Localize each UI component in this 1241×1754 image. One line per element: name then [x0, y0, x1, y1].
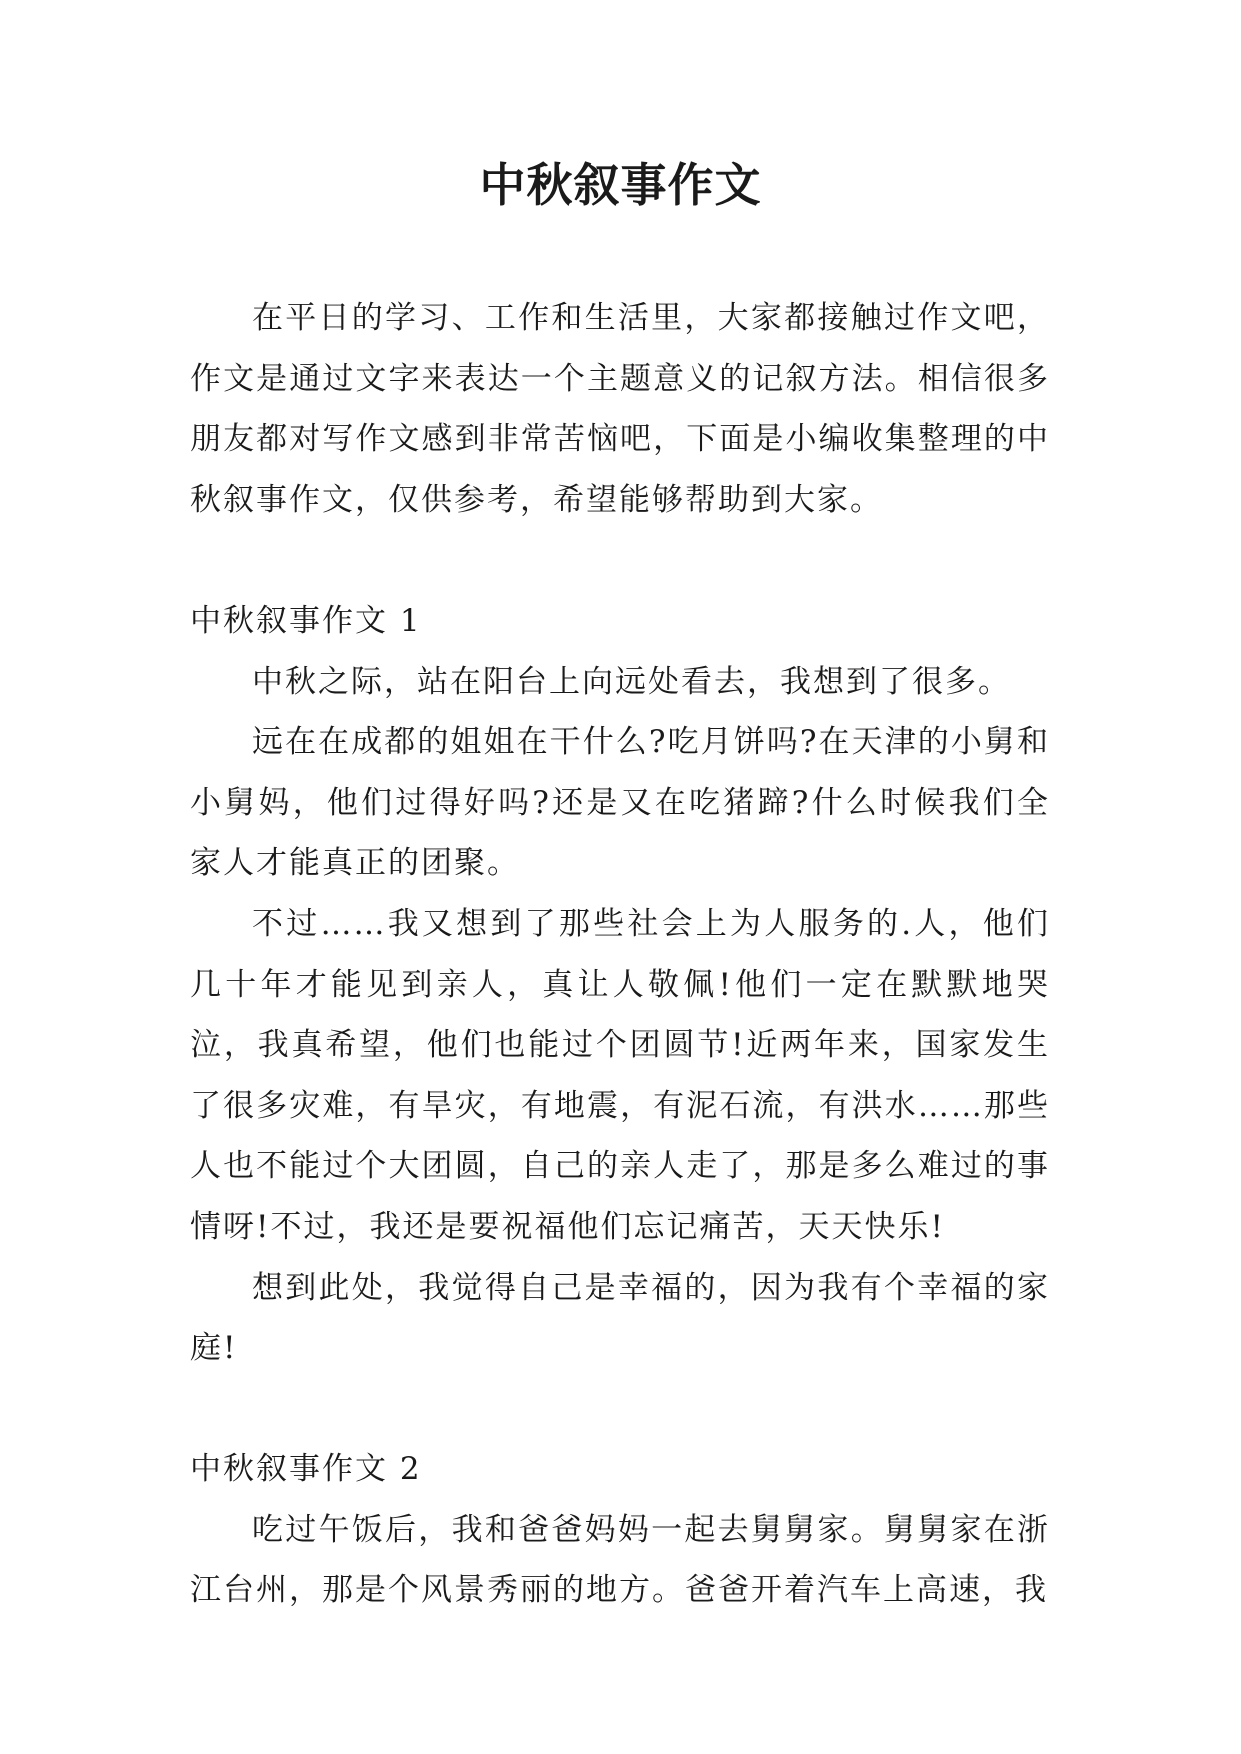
essay-1-paragraph-4: 想到此处，我觉得自己是幸福的，因为我有个幸福的家庭!: [190, 1269, 1050, 1367]
essay-2-heading: 中秋叙事作文 2: [190, 1451, 422, 1488]
essay-1-paragraph-2: 远在在成都的姐姐在干什么?吃月饼吗?在天津的小舅和小舅妈，他们过得好吗?还是又在吃猪蹄?什么时候我们全家人才能真正的团聚。: [190, 724, 1050, 882]
essay-2-paragraph-1: 吃过午饭后，我和爸爸妈妈一起去舅舅家。舅舅家在浙江台州，那是个风景秀丽的地方。爸爸开着汽车上高速，我: [190, 1511, 1050, 1609]
document-title: 中秋叙事作文: [479, 158, 762, 212]
document-body: [190, 288, 1050, 1621]
essay-1-paragraph-3: 不过……我又想到了那些社会上为人服务的.人，他们几十年才能见到亲人，真让人敬佩!他们一定在默默地哭泣，我真希望，他们也能过个团圆节!近两年来，国家发生了很多灾难，有旱灾，有地震，有泥石流，有洪水……那些人也不能过个大团圆，自己的亲人走了，那是多么难过的事情呀!不过，我还是要祝福他们忘记痛苦，天天快乐!: [190, 905, 1050, 1245]
essay-1-paragraph-1: 中秋之际，站在阳台上向远处看去，我想到了很多。: [252, 663, 1011, 700]
intro-paragraph: 在平日的学习、工作和生活里，大家都接触过作文吧，作文是通过文字来表达一个主题意义的记叙方法。相信很多朋友都对写作文感到非常苦恼吧，下面是小编收集整理的中秋叙事作文，仅供参考，希望能够帮助到大家。: [190, 300, 1050, 518]
essay-1-heading: 中秋叙事作文 1: [190, 602, 422, 639]
